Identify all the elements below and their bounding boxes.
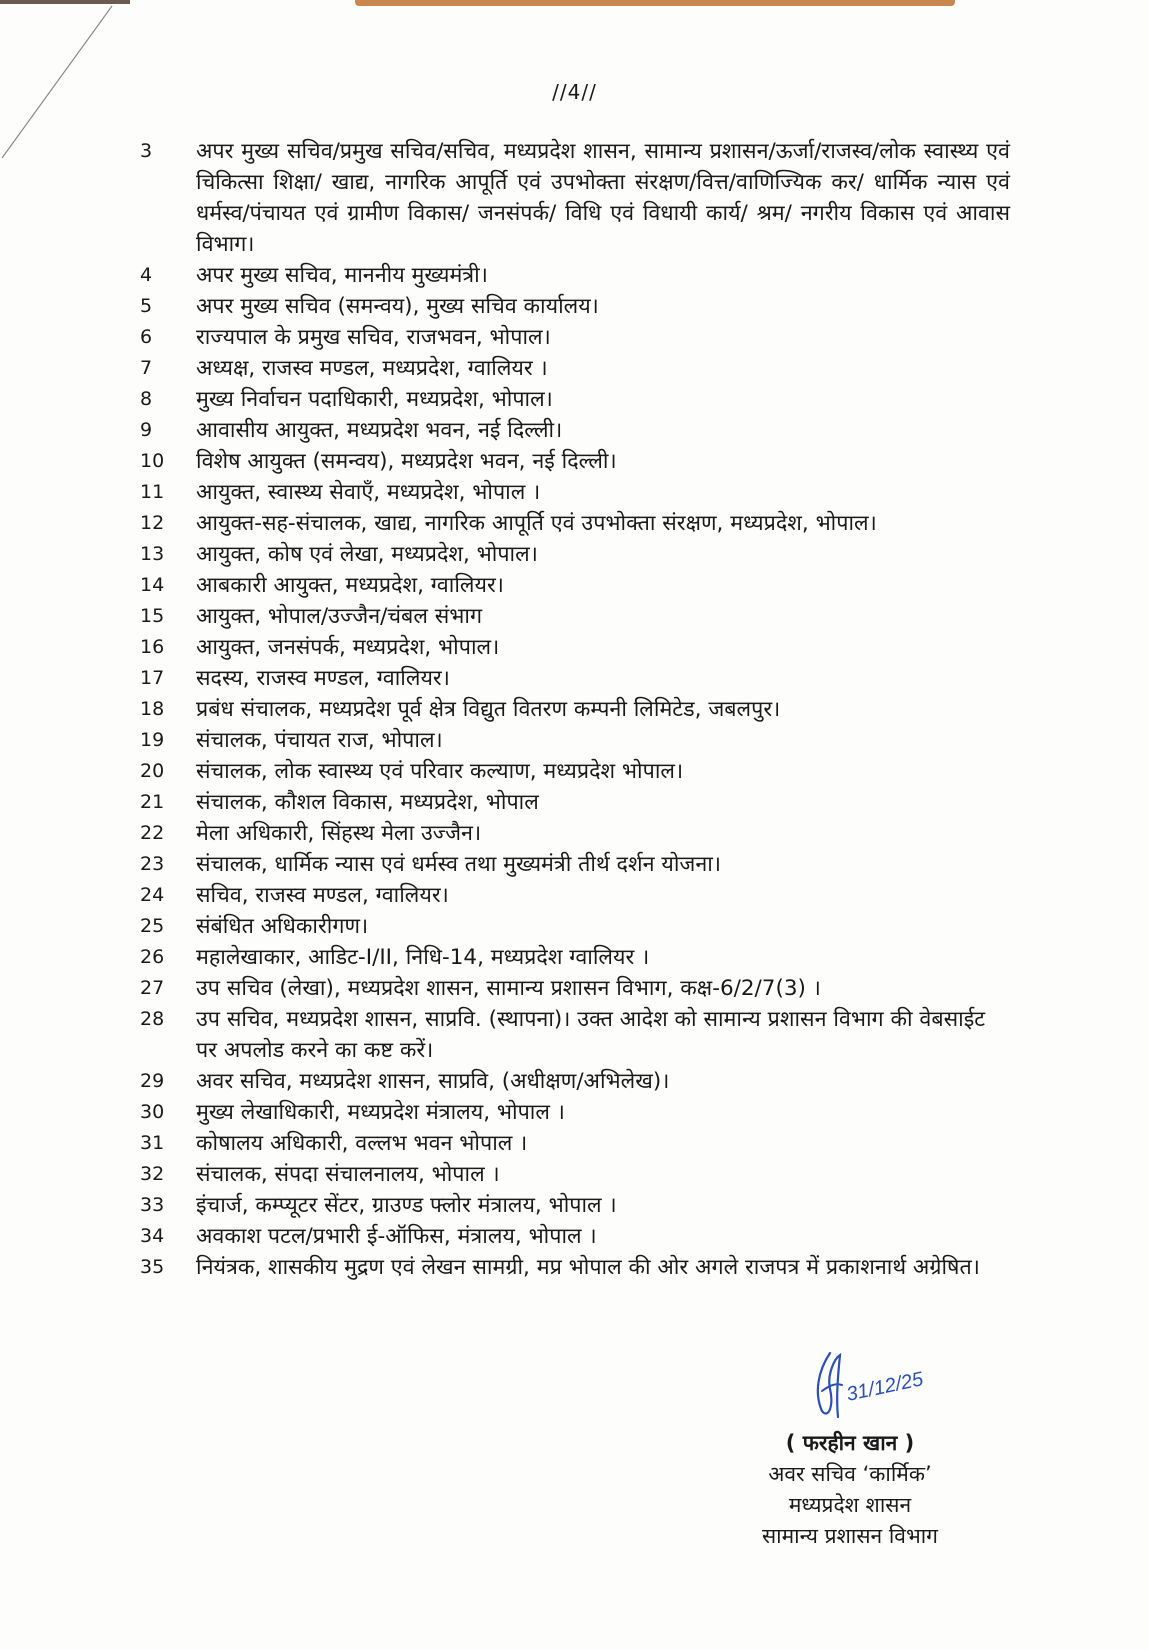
- list-item-number: 8: [140, 388, 153, 410]
- list-item-text: संचालक, कौशल विकास, मध्यप्रदेश, भोपाल: [196, 790, 539, 815]
- list-item-text: अपर मुख्य सचिव (समन्वय), मुख्य सचिव कार्यालय।: [196, 294, 599, 319]
- list-item: [140, 322, 1010, 353]
- list-item-number: 16: [140, 636, 165, 658]
- list-item-text: इंचार्ज, कम्प्यूटर सेंटर, ग्राउण्ड फ्लोर मंत्रालय, भोपाल ।: [196, 1193, 617, 1218]
- list-item-text: अपर मुख्य सचिव, माननीय मुख्यमंत्री।: [196, 263, 488, 288]
- list-item-number: 27: [140, 977, 165, 999]
- list-item-number: 28: [140, 1008, 165, 1030]
- list-item-number: 18: [140, 698, 165, 720]
- list-item: [140, 601, 1010, 632]
- signatory-government: मध्यप्रदेश शासन: [788, 1493, 912, 1517]
- list-item: [140, 477, 1010, 508]
- list-item-text: आबकारी आयुक्त, मध्यप्रदेश, ग्वालियर।: [196, 573, 504, 598]
- list-item: [140, 384, 1010, 415]
- list-item: [140, 973, 1010, 1004]
- list-item-number: 5: [140, 295, 153, 317]
- list-item-number: 7: [140, 357, 153, 379]
- list-item-text: संचालक, धार्मिक न्यास एवं धर्मस्व तथा मुख्यमंत्री तीर्थ दर्शन योजना।: [196, 852, 722, 877]
- list-item: [140, 415, 1010, 446]
- list-item-number: 11: [140, 481, 165, 503]
- list-item-number: 3: [140, 140, 153, 162]
- list-item: [140, 570, 1010, 601]
- list-item-number: 30: [140, 1101, 165, 1123]
- signature-date: 31/12/25: [844, 1368, 926, 1406]
- list-item-text: नियंत्रक, शासकीय मुद्रण एवं लेखन सामग्री, मप्र भोपाल की ओर अगले राजपत्र में प्रकाशनार्थ अग्रेषित।: [196, 1255, 980, 1280]
- list-item-number: 6: [140, 326, 153, 348]
- list-item: [140, 1066, 1010, 1097]
- list-item-number: 21: [140, 791, 165, 813]
- list-item-number: 35: [140, 1256, 165, 1278]
- list-item: [140, 663, 1010, 694]
- list-item-text: संचालक, संपदा संचालनालय, भोपाल ।: [196, 1162, 500, 1187]
- list-item-number: 31: [140, 1132, 165, 1154]
- list-item-text: उप सचिव, मध्यप्रदेश शासन, साप्रवि. (स्थापना)। उक्त आदेश को सामान्य प्रशासन विभाग की वेबसाईट पर अपलोड करने का कष्ट करें।: [196, 1007, 986, 1063]
- list-item-number: 32: [140, 1163, 165, 1185]
- list-item-text: कोषालय अधिकारी, वल्लभ भवन भोपाल ।: [196, 1131, 528, 1156]
- list-item-text: संबंधित अधिकारीगण।: [196, 914, 369, 939]
- signature-mark: [800, 1345, 960, 1425]
- list-item: [140, 725, 1010, 756]
- list-item: [140, 446, 1010, 477]
- list-item-number: 20: [140, 760, 165, 782]
- signatory-block: [720, 1428, 980, 1552]
- list-item-text: अपर मुख्य सचिव/प्रमुख सचिव/सचिव, मध्यप्रदेश शासन, सामान्य प्रशासन/ऊर्जा/राजस्व/लोक स्वास्थ्य एवं चिकित्सा शिक्षा/ खाद्य, नागरिक आपूर्ति एवं उपभोक्ता संरक्षण/वित्त/वाणिज्यिक कर/ धार्मिक न्यास एवं धर्मस्व/पंचायत एवं ग्रामीण विकास/ जनसंपर्क/ विधि एवं विधायी कार्य/ श्रम/ नगरीय विकास एवं आवास विभाग।: [196, 139, 1010, 257]
- list-item: [140, 694, 1010, 725]
- list-item: [140, 942, 1010, 973]
- list-item: [140, 1004, 1010, 1066]
- list-item-text: आयुक्त, कोष एवं लेखा, मध्यप्रदेश, भोपाल।: [196, 542, 538, 567]
- list-item-number: 33: [140, 1194, 165, 1216]
- list-item-text: अवकाश पटल/प्रभारी ई-ऑफिस, मंत्रालय, भोपाल ।: [196, 1224, 597, 1249]
- list-item: [140, 291, 1010, 322]
- list-item: [140, 1221, 1010, 1252]
- list-item-text: महालेखाकार, आडिट-I/II, निधि-14, मध्यप्रदेश ग्वालियर ।: [196, 945, 650, 970]
- list-item: [140, 539, 1010, 570]
- list-item: [140, 632, 1010, 663]
- list-item-text: मेला अधिकारी, सिंहस्थ मेला उज्जैन।: [196, 821, 482, 846]
- recipient-list: [140, 136, 1010, 1283]
- list-item-number: 17: [140, 667, 165, 689]
- list-item: [140, 1190, 1010, 1221]
- list-item-number: 24: [140, 884, 165, 906]
- list-item-number: 10: [140, 450, 165, 472]
- list-item: [140, 756, 1010, 787]
- list-item-text: मुख्य निर्वाचन पदाधिकारी, मध्यप्रदेश, भोपाल।: [196, 387, 553, 412]
- list-item-text: मुख्य लेखाधिकारी, मध्यप्रदेश मंत्रालय, भोपाल ।: [196, 1100, 565, 1125]
- scan-edge-top: [355, 0, 955, 6]
- list-item: [140, 911, 1010, 942]
- list-item-text: राज्यपाल के प्रमुख सचिव, राजभवन, भोपाल।: [196, 325, 551, 350]
- list-item: [140, 1097, 1010, 1128]
- list-item-text: प्रबंध संचालक, मध्यप्रदेश पूर्व क्षेत्र विद्युत वितरण कम्पनी लिमिटेड, जबलपुर।: [196, 697, 781, 722]
- page-number: //4//: [552, 80, 597, 104]
- list-item-number: 12: [140, 512, 165, 534]
- list-item-text: अध्यक्ष, राजस्व मण्डल, मध्यप्रदेश, ग्वालियर ।: [196, 356, 548, 381]
- list-item-text: संचालक, लोक स्वास्थ्य एवं परिवार कल्याण, मध्यप्रदेश भोपाल।: [196, 759, 684, 784]
- list-item-number: 4: [140, 264, 153, 286]
- signatory-designation: अवर सचिव ‘कार्मिक’: [768, 1462, 932, 1486]
- list-item-text: आयुक्त, स्वास्थ्य सेवाएँ, मध्यप्रदेश, भोपाल ।: [196, 480, 541, 505]
- list-item-text: आयुक्त, भोपाल/उज्जैन/चंबल संभाग: [196, 604, 483, 629]
- list-item-number: 19: [140, 729, 165, 751]
- list-item-text: आवासीय आयुक्त, मध्यप्रदेश भवन, नई दिल्ली।: [196, 418, 563, 443]
- list-item: [140, 1159, 1010, 1190]
- list-item-text: संचालक, पंचायत राज, भोपाल।: [196, 728, 443, 753]
- list-item-text: सचिव, राजस्व मण्डल, ग्वालियर।: [196, 883, 449, 908]
- list-item: [140, 1128, 1010, 1159]
- list-item-text: आयुक्त, जनसंपर्क, मध्यप्रदेश, भोपाल।: [196, 635, 500, 660]
- list-item: [140, 849, 1010, 880]
- list-item-number: 9: [140, 419, 153, 441]
- list-item: [140, 787, 1010, 818]
- list-item-number: 34: [140, 1225, 165, 1247]
- list-item-text: उप सचिव (लेखा), मध्यप्रदेश शासन, सामान्य प्रशासन विभाग, कक्ष-6/2/7(3) ।: [196, 976, 821, 1001]
- list-item: [140, 260, 1010, 291]
- list-item: [140, 508, 1010, 539]
- list-item: [140, 880, 1010, 911]
- list-item: [140, 353, 1010, 384]
- list-item-number: 23: [140, 853, 165, 875]
- list-item-text: सदस्य, राजस्व मण्डल, ग्वालियर।: [196, 666, 450, 691]
- signatory-name: ( फरहीन खान ): [785, 1431, 915, 1455]
- list-item-number: 22: [140, 822, 165, 844]
- list-item-text: आयुक्त-सह-संचालक, खाद्य, नागरिक आपूर्ति एवं उपभोक्ता संरक्षण, मध्यप्रदेश, भोपाल।: [196, 511, 877, 536]
- list-item-number: 29: [140, 1070, 165, 1092]
- list-item-number: 14: [140, 574, 165, 596]
- list-item-number: 13: [140, 543, 165, 565]
- signatory-department: सामान्य प्रशासन विभाग: [761, 1524, 939, 1548]
- list-item: [140, 136, 1010, 260]
- list-item-number: 15: [140, 605, 165, 627]
- list-item: [140, 1252, 1010, 1283]
- list-item-number: 25: [140, 915, 165, 937]
- list-item: [140, 818, 1010, 849]
- list-item-number: 26: [140, 946, 165, 968]
- list-item-text: अवर सचिव, मध्यप्रदेश शासन, साप्रवि, (अधीक्षण/अभिलेख)।: [196, 1069, 670, 1094]
- list-item-text: विशेष आयुक्त (समन्वय), मध्यप्रदेश भवन, नई दिल्ली।: [196, 449, 617, 474]
